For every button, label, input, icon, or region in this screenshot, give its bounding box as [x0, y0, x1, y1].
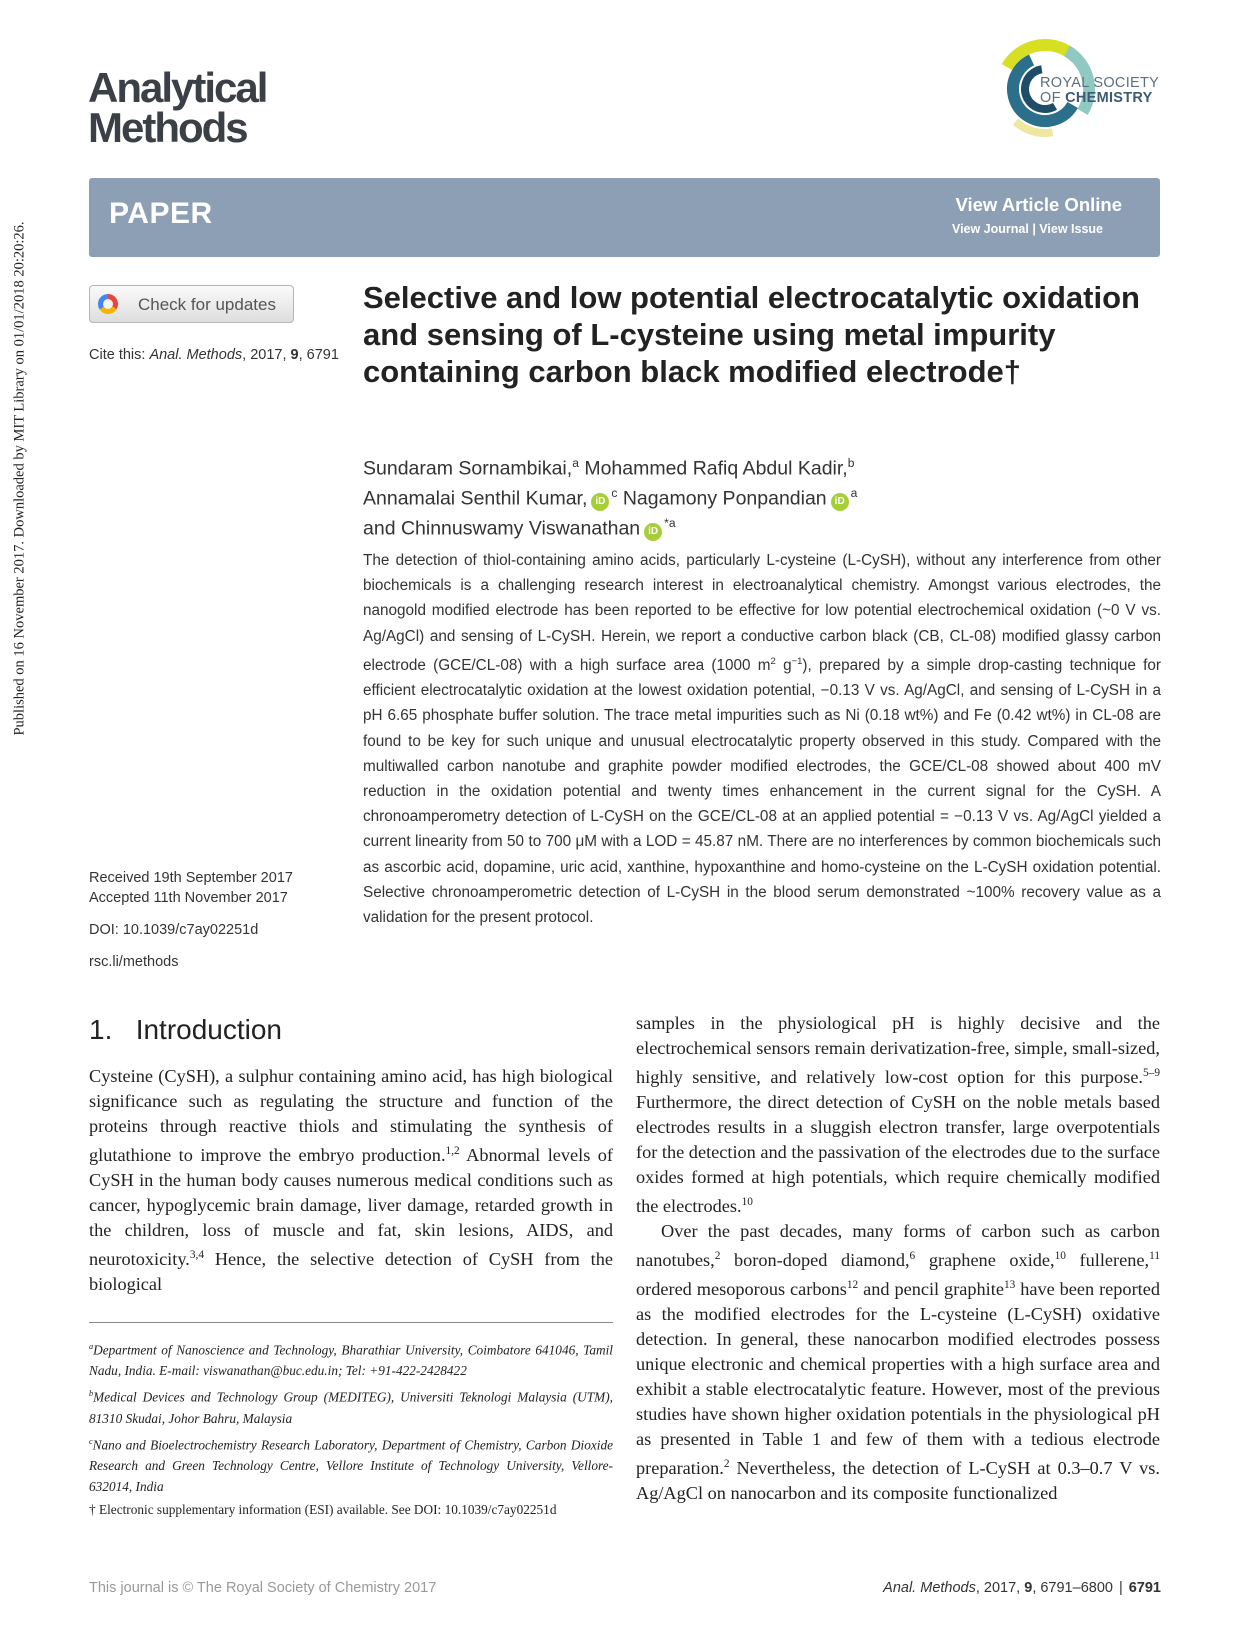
footnote-b [89, 1383, 613, 1428]
footer-citation [883, 1580, 1161, 1596]
author-3-affil: c [611, 486, 618, 500]
footer-journal: Anal. Methods [883, 1580, 976, 1596]
rsc-logo-line1: ROYAL SOCIETY [1040, 75, 1160, 91]
citation-ref[interactable]: 3,4 [189, 1249, 205, 1262]
intro-text: Over the past decades, many forms of carbon such as carbon nanotubes, [636, 1221, 1160, 1271]
journal-title [88, 64, 267, 151]
footer-pages: , 6791–6800 [1032, 1580, 1113, 1596]
orcid-icon[interactable]: iD [831, 493, 849, 511]
body-column-left [89, 1064, 613, 1297]
author-list [363, 451, 1183, 541]
journal-title-line1: Analytical [88, 64, 267, 111]
cite-journal: Anal. Methods [149, 347, 243, 363]
citation-ref[interactable]: 2 [714, 1250, 721, 1263]
rsc-logo-text [1040, 76, 1159, 106]
footer-volume: 9 [1024, 1580, 1033, 1596]
author-1: Sundaram Sornambikai, [363, 457, 573, 480]
citation-ref[interactable]: 2 [723, 1458, 730, 1471]
intro-paragraph-1 [89, 1064, 613, 1297]
author-3: Annamalai Senthil Kumar, [363, 487, 588, 510]
article-title: Selective and low potential electrocatalytic oxidation and sensing of L-cysteine using metal impurity containing carbon black modified electrode† [363, 280, 1140, 389]
footnote-esi: † Electronic supplementary information (ESI) available. See DOI: 10.1039/c7ay02251d [89, 1502, 557, 1518]
check-for-updates-label: Check for updates [138, 295, 276, 314]
author-5-affil: *a [664, 516, 676, 530]
footnote-b-mark: b [89, 1389, 94, 1399]
accepted-date: Accepted 11th November 2017 [89, 890, 288, 906]
page-number: 6791 [1128, 1580, 1161, 1596]
footer-copyright: This journal is © The Royal Society of Chemistry 2017 [89, 1580, 437, 1596]
citation-ref[interactable]: 10 [741, 1196, 753, 1209]
view-links [952, 222, 1103, 236]
citation-ref[interactable]: 11 [1149, 1250, 1160, 1263]
check-for-updates-button[interactable] [89, 285, 294, 323]
footnote-a [89, 1336, 613, 1381]
intro-text: samples in the physiological pH is highly decisive and the electrochemical sensors remain derivatization-free, simple, small-sized, highly sensitive, and relatively low-cost option for this purpose. [636, 1013, 1160, 1088]
citation-ref[interactable]: 10 [1054, 1250, 1066, 1263]
intro-text: graphene oxide, [915, 1250, 1055, 1271]
intro-text: Abnormal levels of CySH in the human body causes numerous medical conditions such as cancer, hypoglycemic brain damage, liver damage, retarded growth in the children, loss of muscle and fat, skin lesions, AIDS, and neurotoxicity. [89, 1145, 613, 1270]
journal-link[interactable]: rsc.li/methods [89, 954, 179, 970]
author-line-1 [363, 451, 1183, 481]
author-5: and Chinnuswamy Viswanathan [363, 517, 641, 540]
footnote-c-text: Nano and Bioelectrochemistry Research Laboratory, Department of Chemistry, Carbon Dioxide Research and Green Technology Centre, Vellore Institute of Technology University, Vellore-632014, India [89, 1437, 613, 1495]
cite-year: , 2017, [242, 347, 291, 363]
abstract [363, 548, 1161, 930]
footnote-c-mark: c [89, 1436, 93, 1446]
footnote-c [89, 1431, 613, 1497]
citation-ref[interactable]: 13 [1003, 1279, 1016, 1292]
intro-text: Hence, the selective detection of CySH from the biological [89, 1249, 613, 1295]
author-4-affil: a [850, 486, 858, 500]
view-links-separator: | [1028, 222, 1040, 236]
received-date: Received 19th September 2017 [89, 870, 293, 886]
article-type-banner [89, 178, 1160, 257]
intro-text: ordered mesoporous carbons [636, 1279, 847, 1300]
intro-text: have been reported as the modified electrodes for the L-cysteine (L-CySH) oxidative detection. In general, these nanocarbon modified electrodes possess unique electronic and chemical properties with a high surface area and exhibit a stable electrocatalytic feature. However, most of the previous studies have shown higher oxidation potentials in the physiological pH as presented in Table 1 and few of them with a tedious electrode preparation. [636, 1279, 1160, 1479]
footer-separator: | [1118, 1580, 1123, 1596]
journal-title-line2: Methods [88, 104, 247, 151]
author-4: Nagamony Ponpandian [617, 487, 827, 510]
author-line-2 [363, 481, 1183, 511]
crossmark-icon [98, 294, 118, 314]
author-1-affil: a [572, 456, 579, 470]
rsc-logo [990, 34, 1160, 144]
abstract-sup-2: −1 [791, 655, 803, 667]
citation-ref[interactable]: 6 [909, 1250, 916, 1263]
publication-stamp: Published on 16 November 2017. Downloaded by MIT Library on 01/01/2018 20:20:26. [11, 221, 28, 736]
citation-ref[interactable]: 1,2 [445, 1145, 460, 1157]
citation-ref[interactable]: 5–9 [1143, 1067, 1160, 1079]
view-article-online-link[interactable]: View Article Online [955, 194, 1122, 215]
article-type-label: PAPER [109, 197, 213, 230]
footnote-b-text: Medical Devices and Technology Group (MEDITEG), Universiti Teknologi Malaysia (UTM), 81310 Skudai, Johor Bahru, Malaysia [89, 1389, 613, 1426]
intro-paragraph-1-cont [636, 1011, 1160, 1219]
intro-text: Furthermore, the direct detection of CySH on the noble metals based electrodes results in a sluggish electron transfer, large overpotentials for the detection and the passivation of the electrodes due to the surface oxides formed at high potentials, which require chemically modified the electrodes. [636, 1092, 1160, 1217]
doi: DOI: 10.1039/c7ay02251d [89, 922, 259, 938]
cite-volume: 9 [290, 347, 299, 363]
footnotes [89, 1336, 613, 1522]
footnote-a-text: Department of Nanoscience and Technology, Bharathiar University, Coimbatore 641046, Tamil Nadu, India. E-mail: viswanathan@buc.edu.in; Tel: +91-422-2428422 [89, 1342, 613, 1379]
cite-prefix: Cite this: [89, 347, 150, 363]
author-2-affil: b [847, 456, 855, 470]
intro-text: boron-doped diamond, [720, 1250, 910, 1271]
abstract-text-2: g [775, 656, 792, 674]
footnote-a-mark: a [89, 1342, 94, 1351]
article-meta [89, 868, 319, 972]
footer-year: , 2017, [975, 1580, 1025, 1596]
rsc-logo-line2 [1040, 91, 1159, 106]
author-line-3 [363, 511, 1183, 541]
intro-text: Nevertheless, the detection of L-CySH at 0.3–0.7 V vs. Ag/AgCl on nanocarbon and its composite functionalized [636, 1458, 1160, 1504]
cite-page: , 6791 [298, 347, 339, 363]
orcid-icon[interactable]: iD [644, 523, 662, 541]
author-2: Mohammed Rafiq Abdul Kadir, [578, 457, 848, 480]
abstract-text-1: The detection of thiol-containing amino acids, particularly L-cysteine (L-CySH), without any interference from other biochemicals is a challenging research interest in electroanalytical chemistry. Amongst various electrodes, the nanogold modified electrode has been reported to be effective for low potential electrochemical oxidation (~0 V vs. Ag/AgCl) and sensing of L-CySH. Herein, we report a conductive carbon black (CB, CL-08) modified glassy carbon electrode (GCE/CL-08) with a high surface area (1000 m [363, 552, 1161, 674]
footnote-divider [89, 1322, 613, 1323]
rsc-logo-chemistry: CHEMISTRY [1065, 90, 1153, 106]
rsc-logo-of: OF [1040, 90, 1066, 106]
section-heading-introduction: 1. Introduction [89, 1014, 283, 1045]
abstract-sup-1: 2 [770, 655, 776, 667]
view-issue-link[interactable]: View Issue [1039, 222, 1103, 236]
intro-text: fullerene, [1065, 1250, 1150, 1271]
intro-text: and pencil graphite [858, 1279, 1004, 1300]
citation-ref[interactable]: 12 [846, 1279, 859, 1292]
body-column-right [636, 1011, 1160, 1506]
citation [89, 347, 339, 363]
orcid-icon[interactable]: iD [591, 493, 609, 511]
intro-text: Cysteine (CySH), a sulphur containing amino acid, has high biological significance such as regulating the structure and function of the proteins through reactive thiols and stimulating the synthesis of glutathione to improve the embryo production. [89, 1066, 613, 1166]
intro-paragraph-2 [636, 1219, 1160, 1506]
abstract-text-3: ), prepared by a simple drop-casting technique for efficient electrocatalytic oxidation at the lowest oxidation potential, −0.13 V vs. Ag/AgCl, and sensing of L-CySH in a pH 6.65 phosphate buffer solution. The trace metal impurities such as Ni (0.18 wt%) and Fe (0.42 wt%) in CL-08 are found to be key for such unique and unusual electrocatalytic property observed in this study. Compared with the multiwalled carbon nanotube and graphite powder modified electrodes, the GCE/CL-08 showed about 400 mV reduction in the oxidation potential and twenty times enhancement in the current signal for the CySH. A chronoamperometry detection of L-CySH on the GCE/CL-08 at an applied potential = −0.13 V vs. Ag/AgCl yielded a current linearity from 50 to 700 μM with a LOD = 45.87 nM. There are no interferences by common biochemicals such as ascorbic acid, dopamine, uric acid, xanthine, hypoxanthine and homo-cysteine on the L-CySH oxidation potential. Selective chronoamperometric detection of L-CySH in the blood serum demonstrated ~100% recovery value as a validation for the present protocol. [363, 656, 1162, 926]
view-journal-link[interactable]: View Journal [951, 222, 1029, 236]
